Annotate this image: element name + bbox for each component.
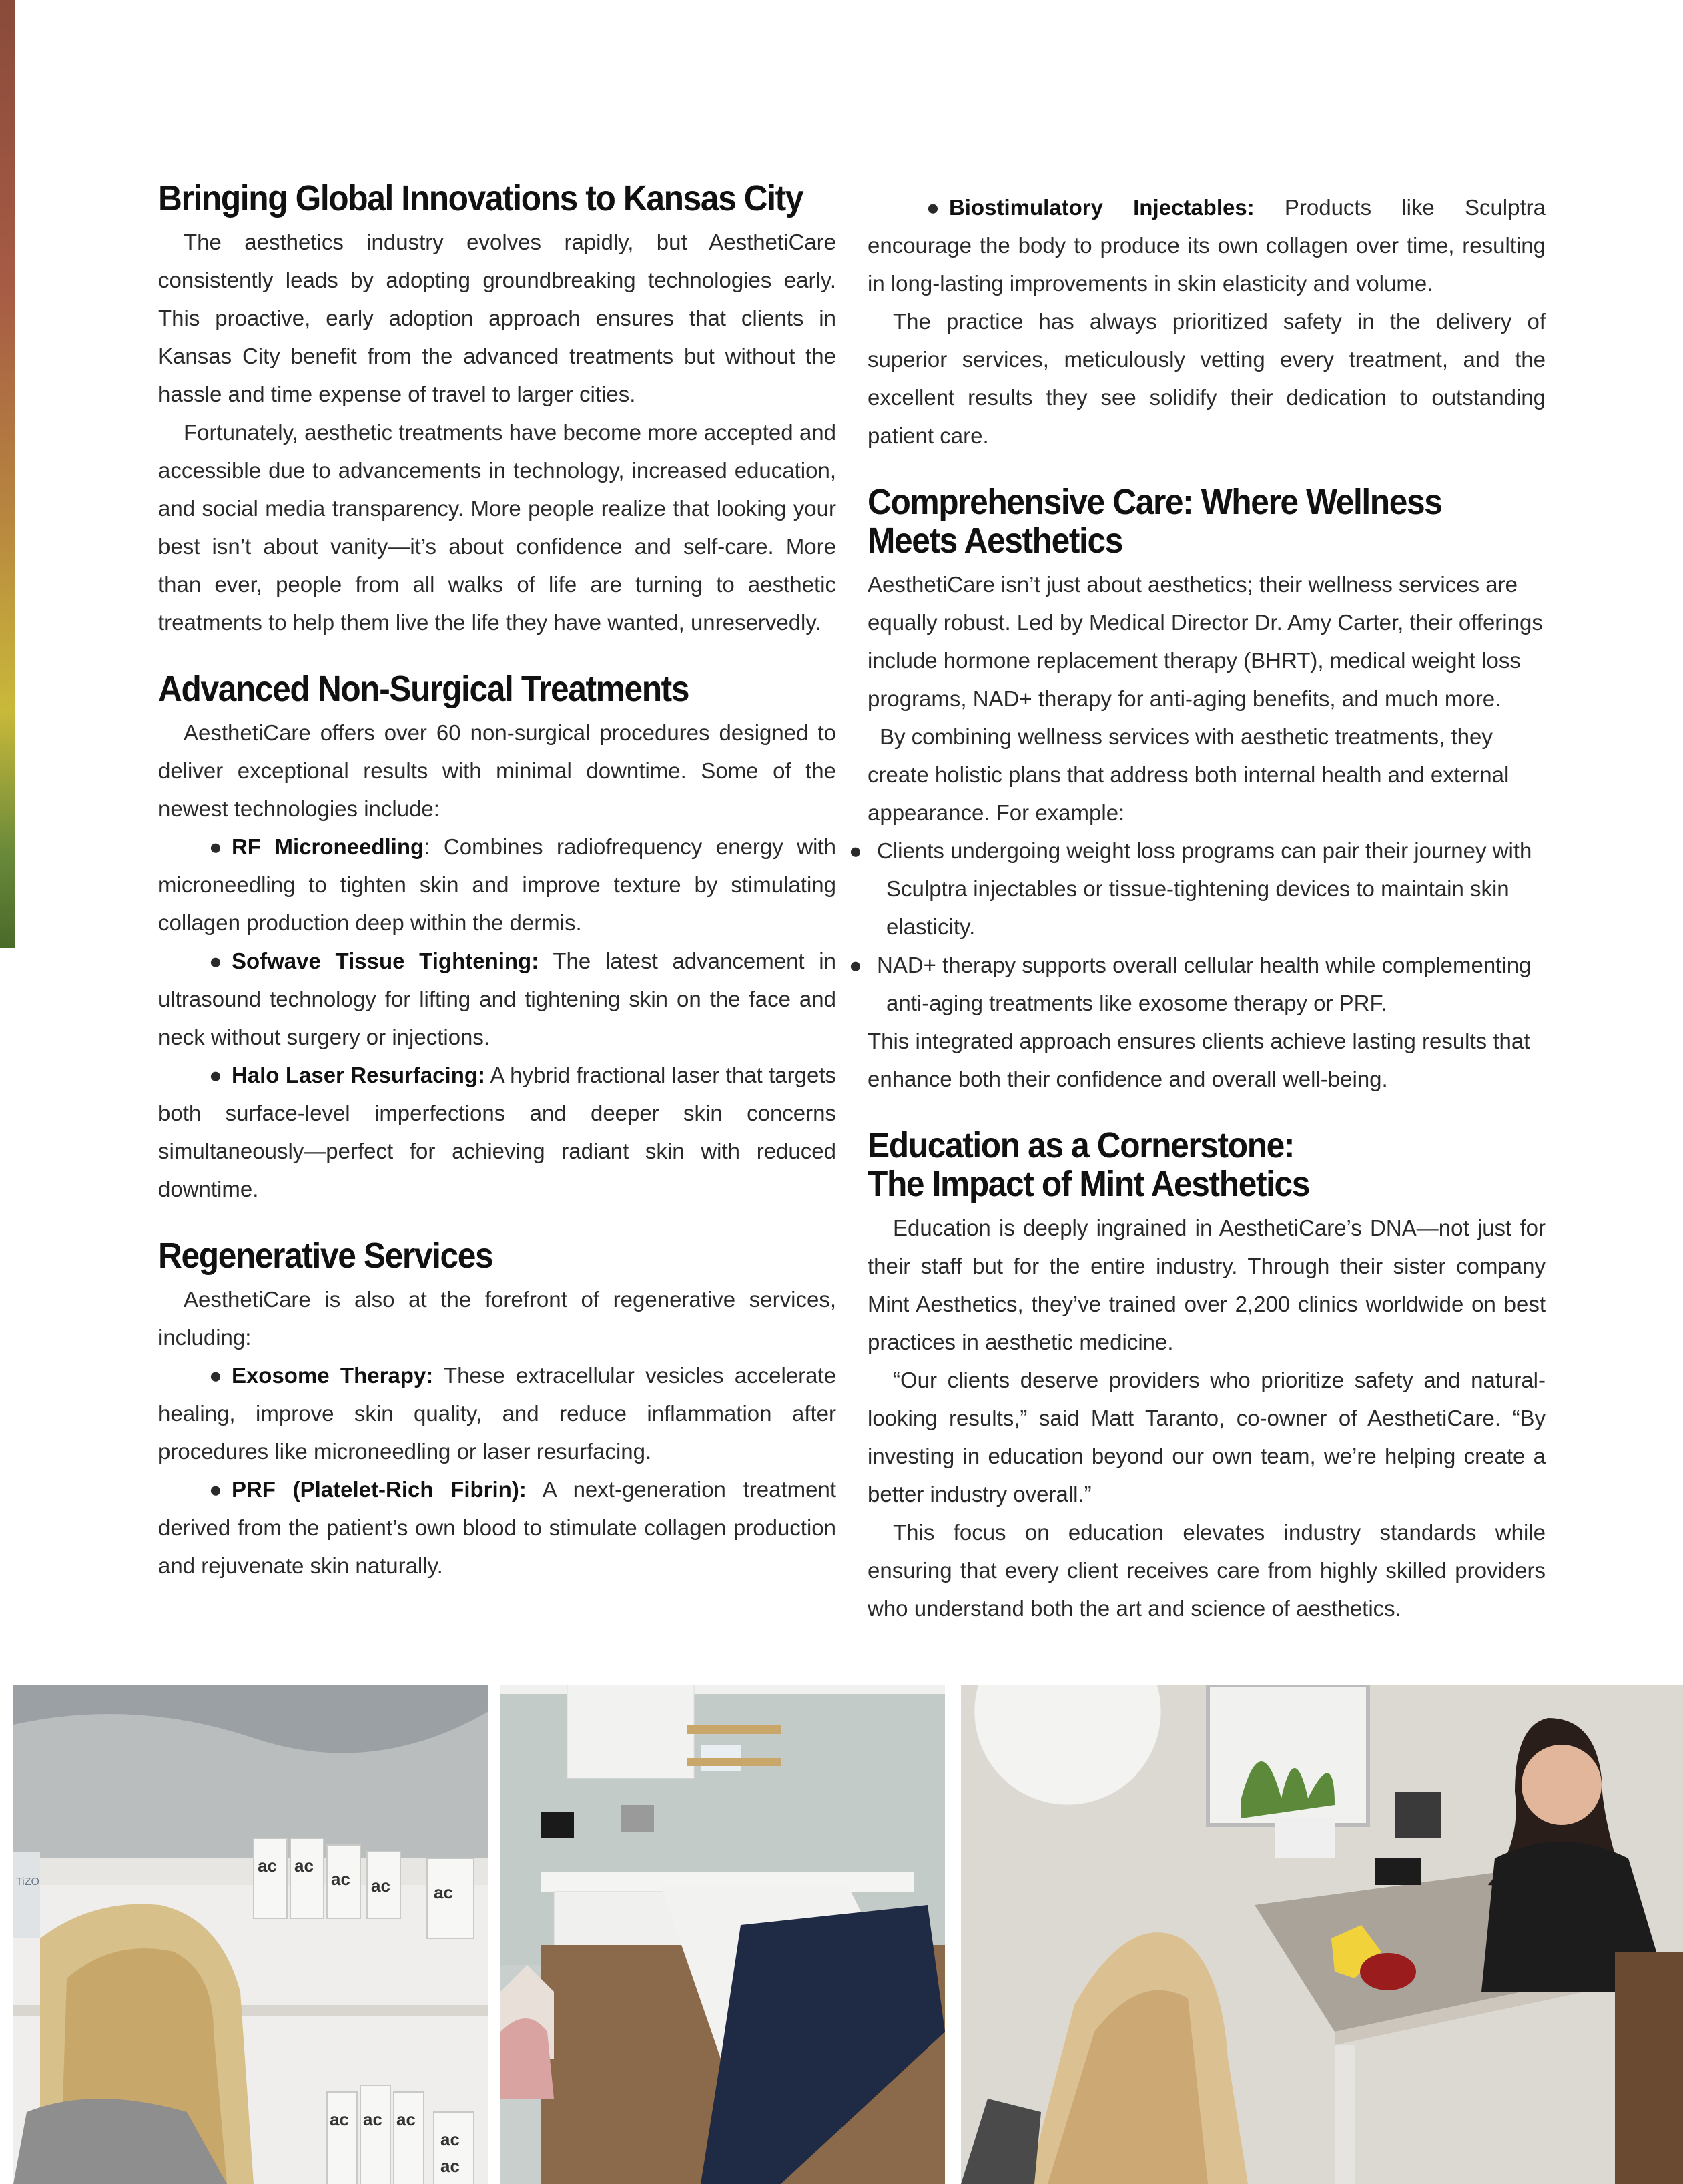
bullet-text: NAD+ therapy supports overall cellular health while complementing anti-aging treatments like exosome therapy or PRF. (877, 952, 1532, 1015)
bullet-dot-icon: ● (209, 834, 222, 859)
paragraph: The aesthetics industry evolves rapidly, but AesthetiCare consistently leads by adopting groundbreaking technologies early. This proactive, early adoption approach ensures that clients in Kansas City benefit from the advanced treatments but without the hassle and time expense of travel to larger cities. (158, 230, 836, 406)
photo-product-shelf (13, 1685, 488, 2184)
product-label: ac (363, 2109, 382, 2129)
product-label: ac (294, 1856, 314, 1876)
paragraph: Education is deeply ingrained in AesthetiCare’s DNA—not just for their staff but for the entire industry. Through their sister company Mint Aesthetics, they’ve trained over 2,200 clinics worldwide on best practices in aesthetic medicine. (868, 1215, 1546, 1354)
edge-photo-strip (0, 0, 15, 948)
paragraph: By combining wellness services with aesthetic treatments, they create holistic plans that address both internal health and external appearance. For example: (868, 724, 1509, 825)
bullet-term: PRF (Platelet-Rich Fibrin): (231, 1477, 527, 1502)
product-label: ac (258, 1856, 277, 1876)
bullet-dot-icon: ● (209, 1063, 222, 1087)
bullet-text: Combines radiofrequency energy with microneedling to tighten skin and improve texture by stimulating collagen production deep within the dermis. (158, 834, 836, 935)
bullet-item (158, 1056, 836, 1208)
bullet-dot-icon: ● (209, 1363, 222, 1388)
bullet-text: A next-generation treatment derived from the patient’s own blood to stimulate collagen production and rejuvenate skin naturally. (158, 1477, 836, 1578)
paragraph: “Our clients deserve providers who prioritize safety and natural-looking results,” said Matt Taranto, co-owner of AesthetiCare. “By investing in education beyond our own team, we’re helping create a better industry overall.” (868, 1368, 1546, 1507)
bullet-term: Sofwave Tissue Tightening: (231, 948, 539, 973)
bullet-term: Halo Laser Resurfacing: (231, 1063, 486, 1087)
bullet-text: These extracellular vesicles accelerate healing, improve skin quality, and reduce inflammation after procedures like microneedling or laser resurfacing. (158, 1363, 836, 1464)
paragraph: AesthetiCare offers over 60 non-surgical procedures designed to deliver exceptional results with minimal downtime. Some of the newest technologies include: (158, 720, 836, 821)
product-label: ac (440, 2129, 460, 2149)
product-label: ac (330, 2109, 349, 2129)
photo-treatment-room (500, 1685, 945, 2184)
bullet-item (868, 188, 1546, 302)
bullet-item: ● NAD+ therapy supports overall cellular health while complementing anti-aging treatments like exosome therapy or PRF. (849, 952, 1532, 1015)
bullet-term: Exosome Therapy: (231, 1363, 434, 1388)
bullet-item: ● RF Microneedling: Combines radiofrequency energy with microneedling to tighten skin and improve texture by stimulating collagen production deep within the dermis. (158, 828, 836, 942)
product-label: ac (331, 1869, 350, 1889)
bullet-item (158, 1470, 836, 1585)
section-heading-comprehensive-care: Comprehensive Care: Where Wellness Meets Aesthetics (868, 482, 1442, 561)
bullet-text: The latest advancement in ultrasound technology for lifting and tightening skin on the face and neck without surgery or injections. (158, 948, 836, 1049)
paragraph: Fortunately, aesthetic treatments have become more accepted and accessible due to advancements in technology, increased education, and social media transparency. More people realize that looking your best isn’t about vanity—it’s about confidence and self-care. More than ever, people from all walks of life are turning to aesthetic treatments to help them live the life they have wanted, unreservedly. (158, 420, 836, 635)
section-heading-nonsurgical: Advanced Non-Surgical Treatments (158, 669, 689, 709)
bullet-text: Clients undergoing weight loss programs can pair their journey with Sculptra injectables or tissue-tightening devices to maintain skin elasticity. (877, 838, 1532, 939)
product-label: ac (434, 1882, 453, 1902)
bullet-dot-icon: ● (209, 948, 222, 973)
bullet-item (158, 1356, 836, 1470)
paragraph: This focus on education elevates industry standards while ensuring that every client receives care from highly skilled providers who understand both the art and science of aesthetics. (868, 1520, 1546, 1621)
left-column (158, 179, 836, 1585)
photo-strip (13, 1685, 1683, 2184)
product-label: ac (440, 2156, 460, 2176)
section-heading-regenerative: Regenerative Services (158, 1236, 493, 1276)
paragraph: AesthetiCare isn’t just about aesthetics; their wellness services are equally robust. Led by Medical Director Dr. Amy Carter, their offerings include hormone replacement therapy (BHRT), medical weight loss programs, NAD+ therapy for anti-aging benefits, and much more. (868, 572, 1543, 711)
paragraph: The practice has always prioritized safety in the delivery of superior services, meticulously vetting every treatment, and the excellent results they see solidify their dedication to outstanding patient care. (868, 309, 1546, 448)
bullet-item (158, 942, 836, 1056)
section-heading-education: Education as a Cornerstone: The Impact of Mint Aesthetics (868, 1125, 1310, 1204)
section-heading-global: Bringing Global Innovations to Kansas City (158, 178, 803, 218)
bullet-term: Biostimulatory Injectables: (948, 195, 1255, 220)
product-label: ac (396, 2109, 416, 2129)
photo-consultation (961, 1685, 1683, 2184)
paragraph: AesthetiCare is also at the forefront of regenerative services, including: (158, 1287, 836, 1350)
bullet-text: Products like Sculptra encourage the body to produce its own collagen over time, resulting in long-lasting improvements in skin elasticity and volume. (868, 195, 1546, 296)
bullet-dot-icon: ● (926, 195, 940, 220)
bullet-item: ● Clients undergoing weight loss programs can pair their journey with Sculptra injectables or tissue-tightening devices to maintain skin elasticity. (849, 838, 1532, 939)
bullet-text: A hybrid fractional laser that targets both surface-level imperfections and deeper skin concerns simultaneously—perfect for achieving radiant skin with reduced downtime. (158, 1063, 836, 1201)
right-column (849, 188, 1546, 1627)
product-label: ac (371, 1876, 390, 1896)
paragraph: This integrated approach ensures clients achieve lasting results that enhance both their confidence and overall well-being. (868, 1029, 1530, 1091)
shelf-sign: TiZO (16, 1876, 39, 1888)
bullet-dot-icon: ● (209, 1477, 222, 1502)
bullet-term: RF Microneedling (231, 834, 424, 859)
